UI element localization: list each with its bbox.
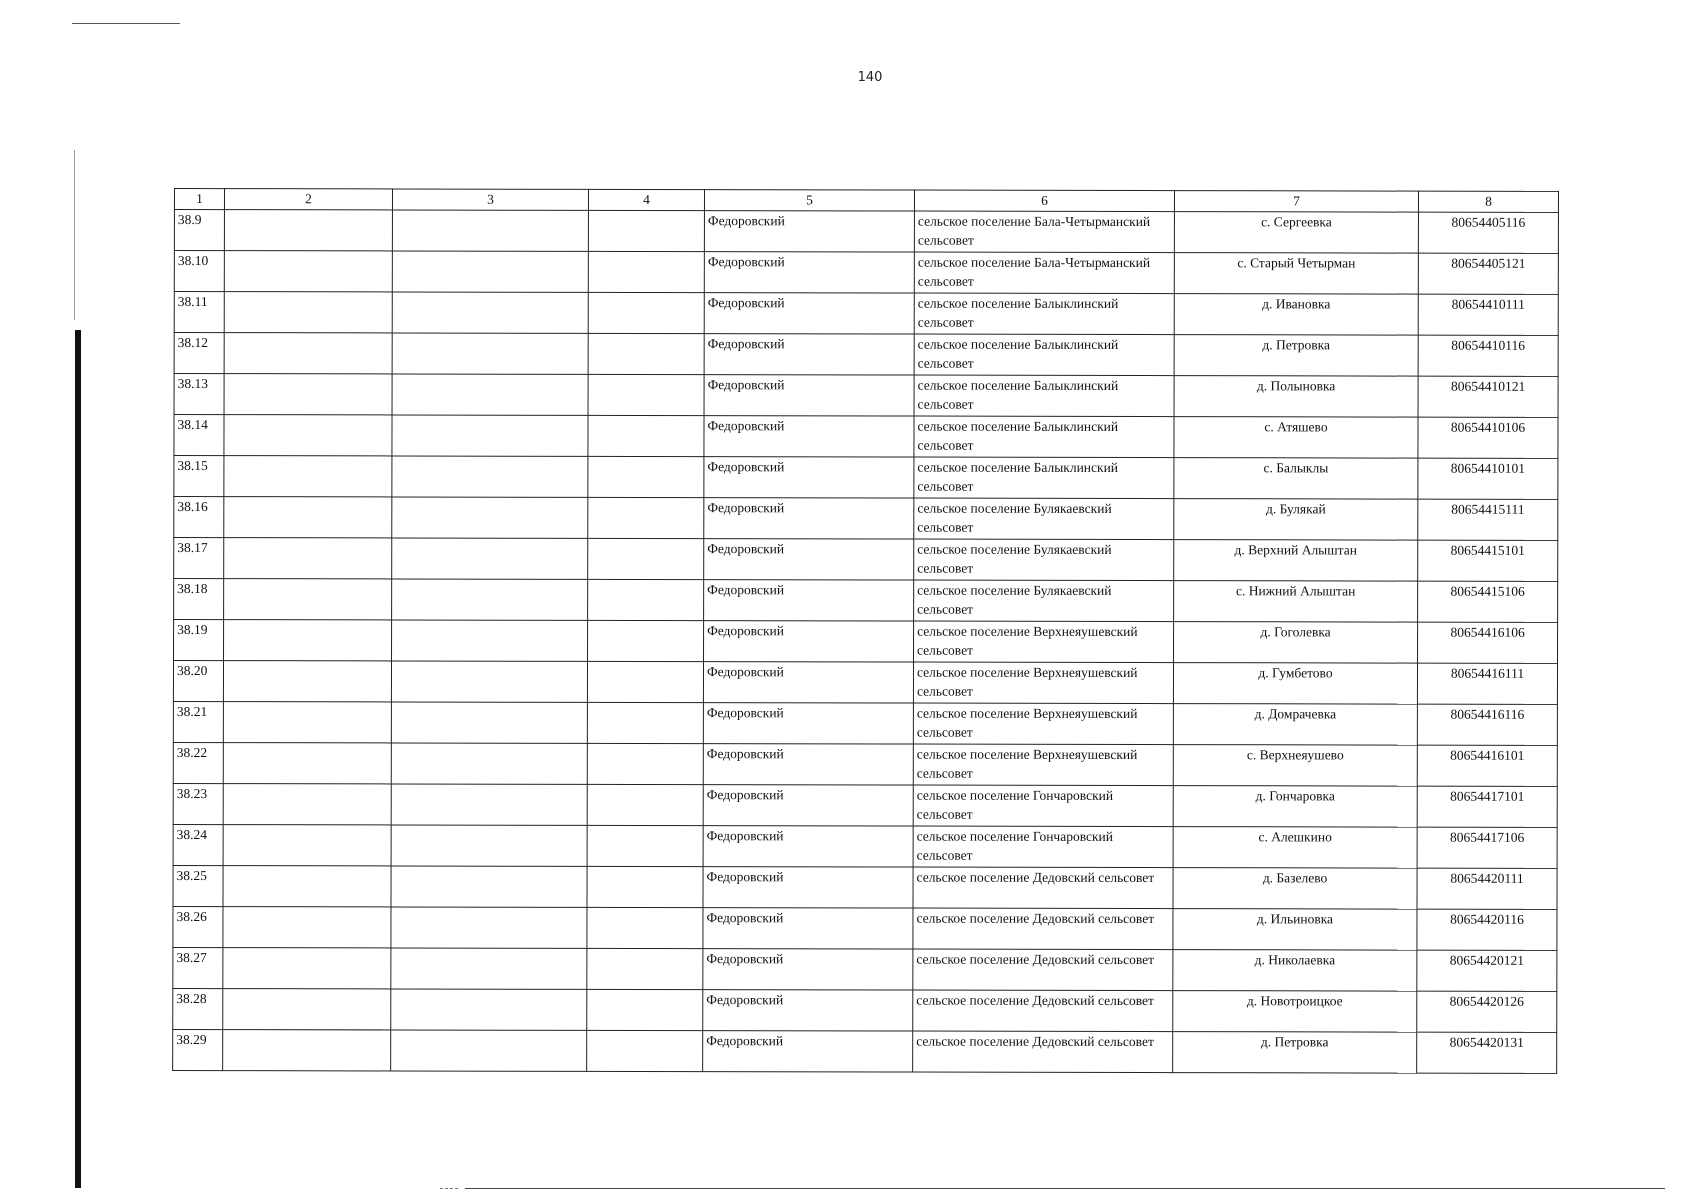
empty-cell [224, 415, 392, 456]
row-number-cell: 38.24 [173, 824, 223, 865]
empty-cell [587, 866, 703, 907]
district-cell: Федоровский [704, 498, 914, 539]
empty-cell [392, 333, 588, 374]
table-row [174, 251, 1558, 295]
empty-cell [224, 251, 392, 292]
empty-cell [587, 907, 703, 948]
settlement-cell: сельское поселение Дедовский сельсовет [913, 949, 1173, 991]
locality-cell: с. Старый Четырман [1174, 253, 1418, 295]
row-number-cell: 38.28 [173, 988, 223, 1029]
empty-cell [223, 866, 391, 907]
oktmo-code-cell: 80654415106 [1418, 581, 1558, 622]
table-row [173, 906, 1557, 950]
oktmo-code-cell: 80654420116 [1417, 909, 1557, 950]
settlement-cell: сельское поселение Балыклинский сельсовет [914, 293, 1174, 335]
table-row [174, 292, 1558, 336]
empty-cell [392, 374, 588, 415]
district-cell: Федоровский [704, 621, 914, 662]
district-cell: Федоровский [703, 703, 913, 744]
column-header: 3 [392, 189, 588, 210]
settlement-cell: сельское поселение Балыклинский сельсовет [914, 416, 1174, 458]
row-number-cell: 38.16 [174, 497, 224, 538]
district-cell: Федоровский [703, 990, 913, 1031]
locality-cell: с. Нижний Алыштан [1174, 581, 1418, 623]
table-row [174, 579, 1558, 623]
locality-cell: д. Гоголевка [1174, 622, 1418, 664]
table-row [174, 497, 1558, 541]
settlement-cell: сельское поселение Верхнеяушевский сельсовет [913, 662, 1173, 704]
column-header: 8 [1418, 191, 1558, 212]
district-cell: Федоровский [703, 662, 913, 703]
district-cell: Федоровский [703, 867, 913, 908]
empty-cell [391, 661, 587, 702]
empty-cell [223, 702, 391, 743]
empty-cell [224, 374, 392, 415]
bottom-rule [465, 1188, 1665, 1189]
column-header: 7 [1174, 191, 1418, 213]
locality-cell: д. Петровка [1174, 335, 1418, 377]
empty-cell [391, 702, 587, 743]
empty-cell [587, 1030, 703, 1071]
district-cell: Федоровский [703, 744, 913, 785]
district-cell: Федоровский [704, 293, 914, 334]
settlement-cell: сельское поселение Дедовский сельсовет [913, 908, 1173, 950]
locality-cell: с. Алешкино [1173, 827, 1417, 869]
table-row [174, 456, 1558, 500]
empty-cell [223, 948, 391, 989]
bottom-rule-dash [440, 1188, 458, 1189]
oktmo-code-cell: 80654420126 [1417, 991, 1557, 1032]
district-cell: Федоровский [704, 211, 914, 252]
locality-cell: д. Домрачевка [1173, 704, 1417, 746]
row-number-cell: 38.15 [174, 456, 224, 497]
table-row [173, 742, 1557, 786]
locality-cell: д. Полыновка [1174, 376, 1418, 418]
empty-cell [391, 743, 587, 784]
table-row [173, 661, 1557, 705]
settlement-cell: сельское поселение Верхнеяушевский сельсовет [913, 744, 1173, 786]
settlement-cell: сельское поселение Гончаровский сельсовет [913, 826, 1173, 868]
empty-cell [587, 948, 703, 989]
oktmo-code-cell: 80654416116 [1417, 704, 1557, 745]
oktmo-code-cell: 80654416111 [1417, 663, 1557, 704]
empty-cell [223, 784, 391, 825]
locality-cell: д. Ивановка [1174, 294, 1418, 336]
oktmo-code-cell: 80654416101 [1417, 745, 1557, 786]
column-header: 5 [704, 190, 914, 211]
empty-cell [223, 989, 391, 1030]
empty-cell [391, 866, 587, 907]
empty-cell [392, 579, 588, 620]
locality-cell: д. Гумбетово [1173, 663, 1417, 705]
empty-cell [587, 661, 703, 702]
district-cell: Федоровский [704, 375, 914, 416]
table-row [174, 333, 1558, 377]
empty-cell [392, 456, 588, 497]
table-row [174, 620, 1558, 664]
district-cell: Федоровский [704, 416, 914, 457]
row-number-cell: 38.23 [173, 783, 223, 824]
empty-cell [392, 251, 588, 292]
locality-cell: д. Верхний Алыштан [1174, 540, 1418, 582]
empty-cell [587, 784, 703, 825]
locality-cell: д. Николаевка [1173, 950, 1417, 992]
scan-edge-bar [75, 330, 81, 1188]
table-body [173, 210, 1559, 1074]
table-row [173, 701, 1557, 745]
settlement-cell: сельское поселение Бала-Четырманский сельсовет [914, 211, 1174, 253]
empty-cell [588, 374, 704, 415]
district-cell: Федоровский [703, 785, 913, 826]
locality-cell: с. Балыклы [1174, 458, 1418, 500]
row-number-cell: 38.9 [174, 210, 224, 251]
oktmo-code-cell: 80654410106 [1418, 417, 1558, 458]
row-number-cell: 38.13 [174, 374, 224, 415]
row-number-cell: 38.22 [173, 742, 223, 783]
oktmo-code-cell: 80654420121 [1417, 950, 1557, 991]
table-row [174, 415, 1558, 459]
settlement-cell: сельское поселение Балыклинский сельсовет [914, 375, 1174, 417]
table-row [173, 824, 1557, 868]
empty-cell [588, 415, 704, 456]
empty-cell [224, 333, 392, 374]
column-header: 4 [588, 189, 704, 210]
district-cell: Федоровский [704, 457, 914, 498]
district-cell: Федоровский [703, 826, 913, 867]
empty-cell [392, 292, 588, 333]
empty-cell [587, 989, 703, 1030]
oktmo-code-cell: 80654410116 [1418, 335, 1558, 376]
district-cell: Федоровский [704, 334, 914, 375]
oktmo-code-cell: 80654410101 [1418, 458, 1558, 499]
row-number-cell: 38.20 [173, 661, 223, 702]
settlement-cell: сельское поселение Балыклинский сельсовет [914, 334, 1174, 376]
empty-cell [588, 620, 704, 661]
oktmo-code-cell: 80654416106 [1418, 622, 1558, 663]
table-row [173, 865, 1557, 909]
empty-cell [223, 825, 391, 866]
district-cell: Федоровский [703, 908, 913, 949]
oktmo-code-cell: 80654415111 [1418, 499, 1558, 540]
settlement-cell: сельское поселение Балыклинский сельсовет [914, 457, 1174, 499]
table-row [174, 210, 1558, 254]
settlement-cell: сельское поселение Бала-Четырманский сельсовет [914, 252, 1174, 294]
empty-cell [392, 620, 588, 661]
empty-cell [588, 251, 704, 292]
empty-cell [224, 620, 392, 661]
settlement-cell: сельское поселение Гончаровский сельсовет [913, 785, 1173, 827]
oktmo-code-cell: 80654420131 [1417, 1032, 1557, 1073]
empty-cell [224, 210, 392, 251]
settlement-cell: сельское поселение Верхнеяушевский сельсовет [913, 703, 1173, 745]
row-number-cell: 38.25 [173, 865, 223, 906]
empty-cell [392, 210, 588, 251]
locality-cell: д. Базелево [1173, 868, 1417, 910]
empty-cell [223, 1030, 391, 1071]
empty-cell [224, 292, 392, 333]
empty-cell [392, 497, 588, 538]
settlement-cell: сельское поселение Булякаевский сельсовет [914, 539, 1174, 581]
oktmo-code-cell: 80654405116 [1418, 212, 1558, 253]
row-number-cell: 38.27 [173, 947, 223, 988]
table-row [173, 783, 1557, 827]
settlements-table [172, 188, 1559, 1074]
table-row [173, 947, 1557, 991]
locality-cell: д. Булякай [1174, 499, 1418, 541]
empty-cell [588, 497, 704, 538]
column-header: 1 [174, 189, 224, 210]
empty-cell [224, 538, 392, 579]
row-number-cell: 38.21 [173, 701, 223, 742]
settlement-cell: сельское поселение Булякаевский сельсовет [914, 580, 1174, 622]
scan-edge-mark [74, 150, 75, 320]
oktmo-code-cell: 80654417106 [1417, 827, 1557, 868]
locality-cell: д. Ильиновка [1173, 909, 1417, 951]
empty-cell [588, 456, 704, 497]
row-number-cell: 38.18 [174, 579, 224, 620]
settlement-cell: сельское поселение Дедовский сельсовет [913, 867, 1173, 909]
oktmo-code-cell: 80654415101 [1418, 540, 1558, 581]
empty-cell [587, 825, 703, 866]
district-cell: Федоровский [704, 580, 914, 621]
locality-cell: д. Гончаровка [1173, 786, 1417, 828]
table-row [173, 1029, 1557, 1073]
column-number-row [174, 189, 1558, 213]
table-row [174, 538, 1558, 582]
row-number-cell: 38.19 [174, 620, 224, 661]
empty-cell [588, 292, 704, 333]
empty-cell [391, 784, 587, 825]
empty-cell [588, 333, 704, 374]
empty-cell [587, 743, 703, 784]
district-cell: Федоровский [703, 1031, 913, 1072]
empty-cell [392, 415, 588, 456]
empty-cell [391, 948, 587, 989]
page-number: 140 [857, 70, 883, 85]
oktmo-code-cell: 80654410111 [1418, 294, 1558, 335]
empty-cell [391, 1030, 587, 1071]
empty-cell [587, 702, 703, 743]
row-number-cell: 38.10 [174, 251, 224, 292]
empty-cell [391, 989, 587, 1030]
oktmo-code-cell: 80654417101 [1417, 786, 1557, 827]
empty-cell [224, 497, 392, 538]
top-rule [72, 23, 180, 24]
row-number-cell: 38.26 [173, 906, 223, 947]
settlement-cell: сельское поселение Дедовский сельсовет [913, 990, 1173, 1032]
district-cell: Федоровский [704, 539, 914, 580]
empty-cell [224, 456, 392, 497]
locality-cell: д. Новотроицкое [1173, 991, 1417, 1033]
oktmo-code-cell: 80654420111 [1417, 868, 1557, 909]
oktmo-code-cell: 80654405121 [1418, 253, 1558, 294]
empty-cell [391, 825, 587, 866]
district-cell: Федоровский [703, 949, 913, 990]
empty-cell [588, 579, 704, 620]
row-number-cell: 38.14 [174, 415, 224, 456]
settlement-cell: сельское поселение Верхнеяушевский сельсовет [914, 621, 1174, 663]
locality-cell: с. Верхнеяушево [1173, 745, 1417, 787]
table-row [174, 374, 1558, 418]
empty-cell [588, 538, 704, 579]
table-row [173, 988, 1557, 1032]
empty-cell [224, 579, 392, 620]
locality-cell: д. Петровка [1173, 1032, 1417, 1074]
empty-cell [223, 661, 391, 702]
row-number-cell: 38.12 [174, 333, 224, 374]
column-header: 6 [914, 190, 1174, 212]
column-header: 2 [224, 189, 392, 210]
empty-cell [223, 743, 391, 784]
row-number-cell: 38.11 [174, 292, 224, 333]
empty-cell [391, 907, 587, 948]
empty-cell [588, 210, 704, 251]
locality-cell: с. Сергеевка [1174, 212, 1418, 254]
oktmo-code-cell: 80654410121 [1418, 376, 1558, 417]
district-cell: Федоровский [704, 252, 914, 293]
row-number-cell: 38.29 [173, 1029, 223, 1070]
settlement-cell: сельское поселение Булякаевский сельсовет [914, 498, 1174, 540]
empty-cell [223, 907, 391, 948]
settlement-cell: сельское поселение Дедовский сельсовет [913, 1031, 1173, 1073]
row-number-cell: 38.17 [174, 538, 224, 579]
locality-cell: с. Атяшево [1174, 417, 1418, 459]
empty-cell [392, 538, 588, 579]
